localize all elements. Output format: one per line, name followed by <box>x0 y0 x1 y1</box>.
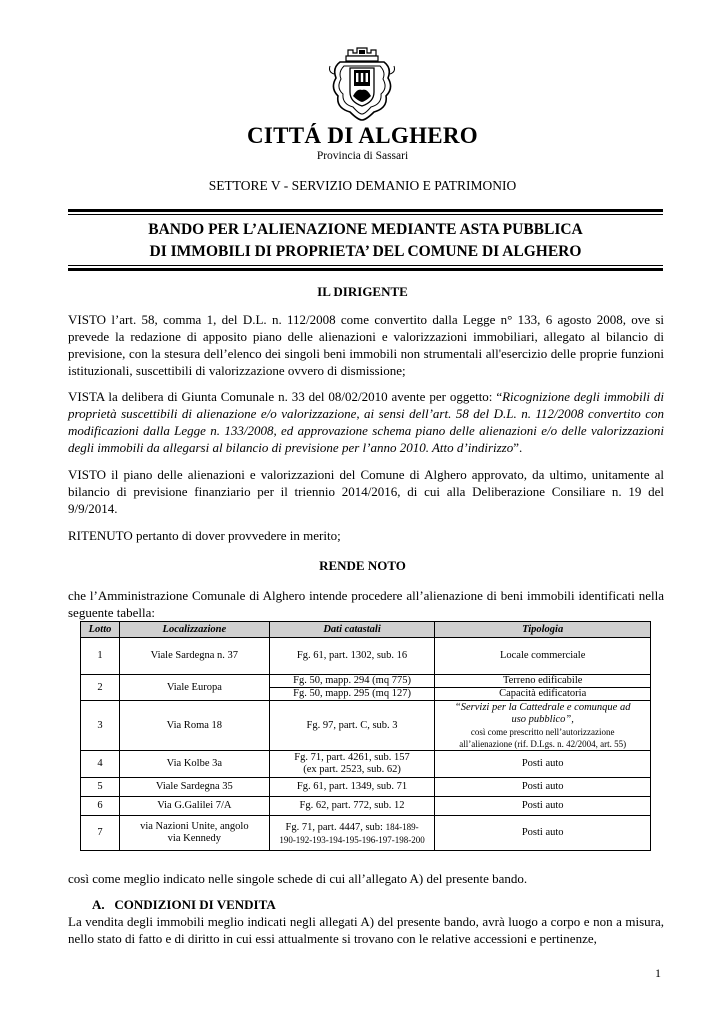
title-rule-top <box>68 209 663 212</box>
localizzazione-line: via Nazioni Unite, angolo <box>140 821 249 832</box>
cell-localizzazione: Via Kolbe 3a <box>119 751 269 778</box>
header-tipologia: Tipologia <box>435 622 651 638</box>
title-rule-bottom-thin <box>68 265 663 266</box>
cell-tipologia <box>435 701 651 751</box>
ritenuto-paragraph: RITENUTO pertanto di dover provvedere in merito; <box>68 528 341 543</box>
header-lotto: Lotto <box>81 622 120 638</box>
cell-tipologia: Posti auto <box>435 778 651 797</box>
cell-localizzazione: Viale Sardegna 35 <box>119 778 269 797</box>
localizzazione-line: via Kennedy <box>167 833 222 844</box>
vista-paragraph <box>68 388 664 456</box>
cell-tipologia: Posti auto <box>435 797 651 816</box>
properties-table <box>80 621 651 851</box>
cell-dati-catastali <box>269 751 435 778</box>
visto-paragraph-1: VISTO l’art. 58, comma 1, del D.L. n. 112/2008 come convertito dalla Legge n° 133, 6 agosto 2008, ove si prevede la redazione di apposito piano delle alienazioni e valorizzazioni immobiliari, allegato al bilancio di previsione, con la stesura dell’elenco dei singoli beni immobili non strumentali all'esercizio delle proprie funzioni istituzionali, suscettibili di valorizzazione ovvero di dismissione; <box>68 312 664 378</box>
table-row <box>81 751 651 778</box>
dati-line: Fg. 71, part. 4261, sub. 157 <box>294 752 410 763</box>
cell-dati-catastali: Fg. 61, part. 1349, sub. 71 <box>269 778 435 797</box>
cell-lotto: 2 <box>81 675 120 701</box>
cell-localizzazione: Viale Sardegna n. 37 <box>119 638 269 675</box>
table-row <box>81 778 651 797</box>
table-row <box>81 675 651 688</box>
header-localizzazione: Localizzazione <box>119 622 269 638</box>
document-title <box>68 219 663 263</box>
vista-intro: VISTA la delibera di Giunta Comunale n. 33 del 08/02/2010 avente per oggetto: “ <box>68 389 503 404</box>
table-header-row <box>81 622 651 638</box>
cell-dati-catastali: Fg. 61, part. 1302, sub. 16 <box>269 638 435 675</box>
dati-text: Fg. 71, part. 4447, sub: <box>285 821 386 833</box>
city-name: CITTÁ DI ALGHERO <box>246 123 478 148</box>
cell-lotto: 5 <box>81 778 120 797</box>
cell-lotto: 4 <box>81 751 120 778</box>
cell-dati-catastali <box>269 816 435 851</box>
table-row <box>81 638 651 675</box>
cell-tipologia: Posti auto <box>435 751 651 778</box>
cell-dati-catastali: Fg. 50, mapp. 295 (mq 127) <box>269 688 435 701</box>
dati-line: 190-192-193-194-195-196-197-198-200 <box>279 834 425 845</box>
cell-tipologia: Capacità edificatoria <box>435 688 651 701</box>
table-row <box>81 701 651 751</box>
table-row <box>81 797 651 816</box>
vista-object-italic: Ricognizione degli immobili di proprietà suscettibili di alienazione e/o valorizzazione, ai sensi dell’art. 58 del D.L. n. 112/2008 convertito con modificazioni dalla Legge n. 133/2008, ed approvazione schema piano delle alienazioni e/o delle valorizzazioni degli immobili da allegarsi al bilancio di previsione per l’anno 2010. Atto d’indirizzo <box>68 389 664 455</box>
cell-tipologia: Terreno edificabile <box>435 675 651 688</box>
tipologia-line: all’alienazione (rif. D.Lgs. n. 42/2004, art. 55) <box>459 738 627 749</box>
city-crest-logo <box>326 46 398 122</box>
document-title-line1: BANDO PER L’ALIENAZIONE MEDIANTE ASTA PUBBLICA <box>148 221 583 238</box>
cell-lotto: 3 <box>81 701 120 751</box>
tipologia-line: “Servizi per la Cattedrale e comunque ad <box>454 701 631 713</box>
cell-lotto: 1 <box>81 638 120 675</box>
cell-localizzazione <box>119 816 269 851</box>
vista-end: ”. <box>513 440 523 455</box>
cell-localizzazione: Via Roma 18 <box>119 701 269 751</box>
dirigente-heading: IL DIRIGENTE <box>317 284 408 299</box>
title-rule-top-thin <box>68 214 663 215</box>
dati-subs: 184-189- <box>385 821 419 832</box>
cell-dati-catastali: Fg. 97, part. C, sub. 3 <box>269 701 435 751</box>
sector-name: SETTORE V - SERVIZIO DEMANIO E PATRIMONIO <box>208 178 517 193</box>
rende-noto-heading: RENDE NOTO <box>319 558 406 573</box>
cell-tipologia: Posti auto <box>435 816 651 851</box>
cell-tipologia: Locale commerciale <box>435 638 651 675</box>
cell-lotto: 6 <box>81 797 120 816</box>
after-table-paragraph: così come meglio indicato nelle singole schede di cui all’allegato A) del presente bando. <box>68 871 528 886</box>
section-a-paragraph: La vendita degli immobili meglio indicati negli allegati A) del presente bando, avrà luogo a corpo e non a misura, nello stato di fatto e di diritto in cui essi attualmente si trovano con le relative accessioni e pertinenze, <box>68 914 664 946</box>
cell-localizzazione: Viale Europa <box>119 675 269 701</box>
cell-localizzazione: Via G.Galilei 7/A <box>119 797 269 816</box>
tipologia-line: così come prescritto nell’autorizzazione <box>470 726 615 737</box>
section-a-heading: A. CONDIZIONI DI VENDITA <box>92 897 276 912</box>
page-number: 1 <box>655 966 661 980</box>
title-rule-bottom <box>68 268 663 271</box>
dati-line: (ex part. 2523, sub. 62) <box>303 764 401 775</box>
cell-dati-catastali: Fg. 62, part. 772, sub. 12 <box>269 797 435 816</box>
table-row <box>81 816 651 851</box>
cell-dati-catastali: Fg. 50, mapp. 294 (mq 775) <box>269 675 435 688</box>
visto-paragraph-2: VISTO il piano delle alienazioni e valorizzazioni del Comune di Alghero approvato, da ultimo, unitamente al bilancio di previsione finanziario per il triennio 2014/2016, di cui alla Deliberazione Consiliare n. 19 del 9/9/2014. <box>68 467 664 516</box>
cell-lotto: 7 <box>81 816 120 851</box>
document-title-line2: DI IMMOBILI DI PROPRIETA’ DEL COMUNE DI ALGHERO <box>149 243 582 260</box>
table-intro-paragraph: che l’Amministrazione Comunale di Alghero intende procedere all’alienazione di beni immobili identificati nella seguente tabella: <box>68 588 664 620</box>
header-dati-catastali: Dati catastali <box>269 622 435 638</box>
tipologia-line: uso pubblico”, <box>511 713 574 725</box>
province-name: Provincia di Sassari <box>316 150 409 162</box>
dati-line <box>273 821 432 834</box>
